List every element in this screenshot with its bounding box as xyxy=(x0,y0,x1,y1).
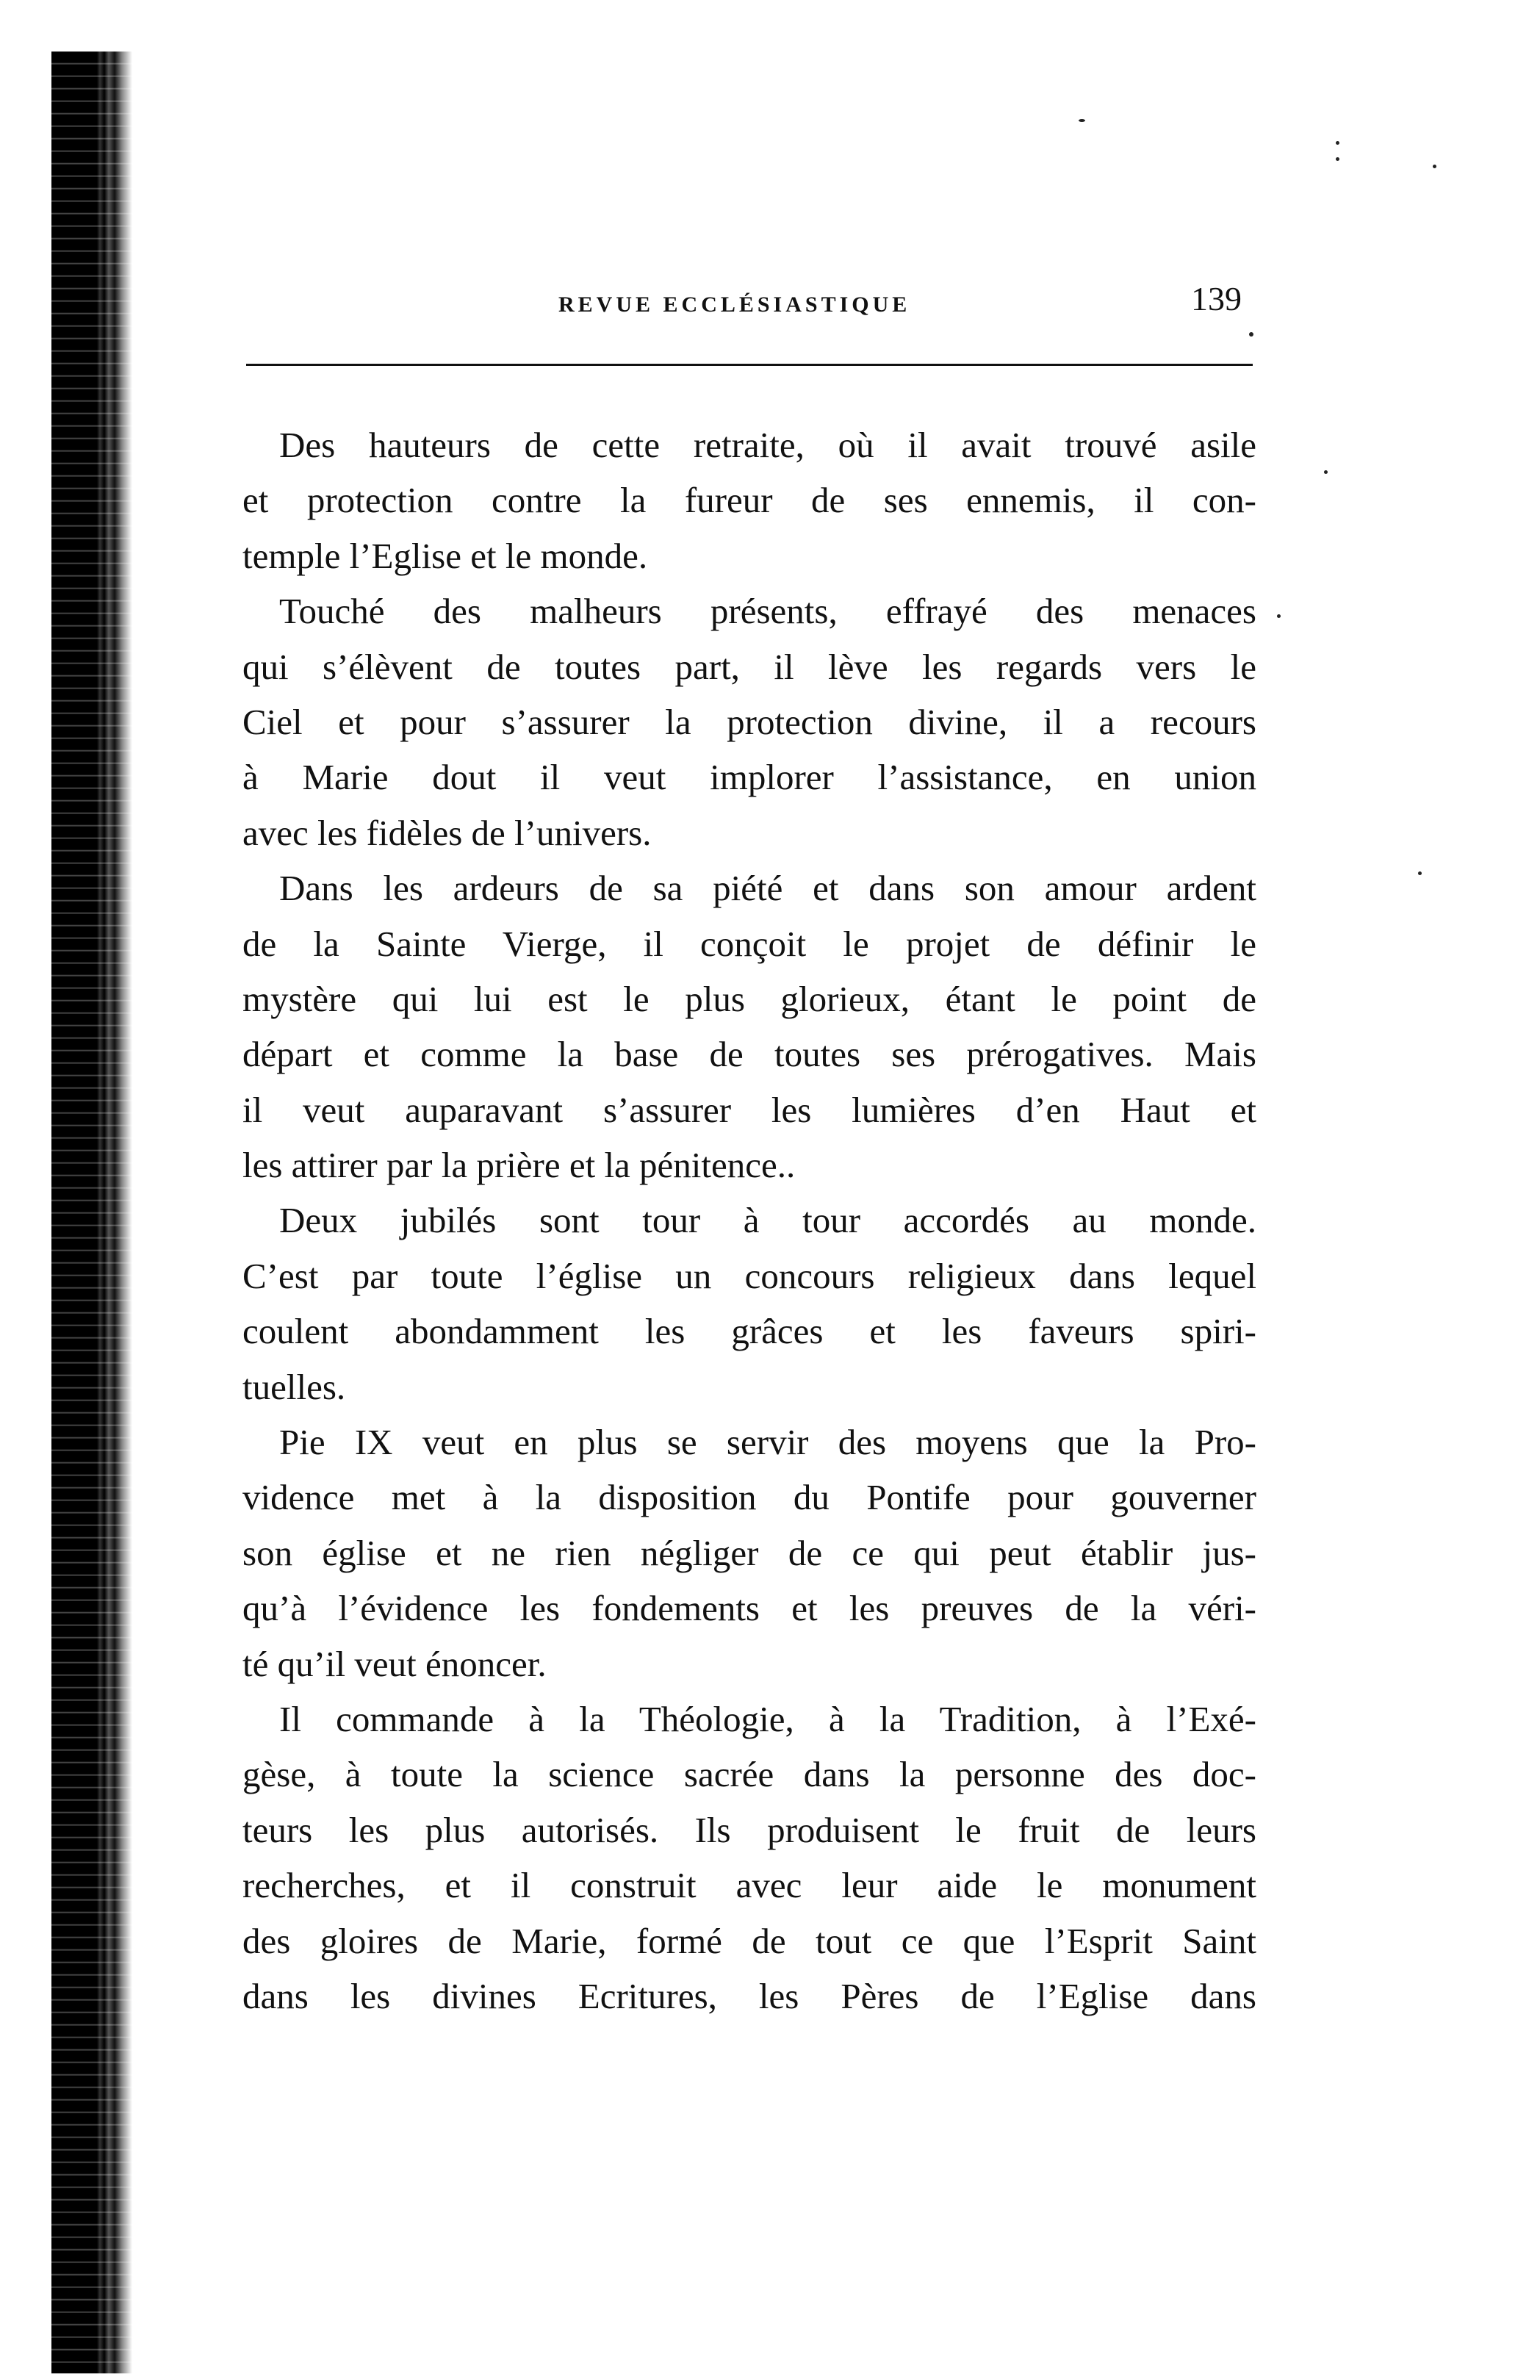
text-line: gèse, à toute la science sacrée dans la personne des doc- xyxy=(242,1754,1256,1795)
ink-speck xyxy=(1336,141,1339,145)
text-line: et protection contre la fureur de ses ennemis, il con- xyxy=(242,480,1256,521)
text-line: Pie IX veut en plus se servir des moyens que la Pro- xyxy=(279,1422,1256,1463)
text-line: les attirer par la prière et la pénitence.. xyxy=(242,1145,796,1186)
ink-speck xyxy=(1433,165,1436,168)
book-spine-shadow xyxy=(51,51,132,2373)
text-line: avec les fidèles de l’univers. xyxy=(242,812,652,853)
running-title: REVUE ECCLÉSIASTIQUE xyxy=(558,292,911,317)
text-line: à Marie dout il veut implorer l’assistance, en union xyxy=(242,757,1256,798)
page-number: 139 xyxy=(1191,280,1242,317)
text-line: Touché des malheurs présents, effrayé des menaces xyxy=(279,591,1256,632)
body-text xyxy=(242,417,1256,2024)
text-line: teurs les plus autorisés. Ils produisent le fruit de leurs xyxy=(242,1809,1256,1850)
text-line: tuelles. xyxy=(242,1366,346,1407)
ink-speck xyxy=(1418,871,1422,875)
text-line: C’est par toute l’église un concours religieux dans lequel xyxy=(242,1255,1256,1296)
text-line: son église et ne rien négliger de ce qui peut établir jus- xyxy=(242,1532,1256,1573)
text-line: qui s’élèvent de toutes part, il lève les regards vers le xyxy=(242,646,1256,687)
text-line: mystère qui lui est le plus glorieux, étant le point de xyxy=(242,978,1256,1019)
text-line: té qu’il veut énoncer. xyxy=(242,1643,547,1684)
ink-speck xyxy=(1336,157,1339,161)
text-line: qu’à l’évidence les fondements et les preuves de la véri- xyxy=(242,1588,1256,1629)
ink-speck xyxy=(1249,332,1253,337)
text-line: des gloires de Marie, formé de tout ce que l’Esprit Saint xyxy=(242,1920,1256,1961)
text-line: recherches, et il construit avec leur aide le monument xyxy=(242,1865,1256,1906)
ink-speck xyxy=(1079,119,1085,122)
text-line: Ciel et pour s’assurer la protection divine, il a recours xyxy=(242,701,1256,742)
header-rule xyxy=(246,364,1253,366)
text-line: Il commande à la Théologie, à la Tradition, à l’Exé- xyxy=(279,1698,1256,1739)
text-line: coulent abondamment les grâces et les faveurs spiri- xyxy=(242,1311,1256,1352)
text-line: Deux jubilés sont tour à tour accordés au monde. xyxy=(279,1200,1256,1241)
text-line: Dans les ardeurs de sa piété et dans son amour ardent xyxy=(279,868,1256,909)
text-line: Des hauteurs de cette retraite, où il avait trouvé asile xyxy=(279,425,1256,465)
text-line: départ et comme la base de toutes ses prérogatives. Mais xyxy=(242,1034,1256,1075)
text-line: vidence met à la disposition du Pontife pour gouverner xyxy=(242,1477,1256,1518)
text-line: de la Sainte Vierge, il conçoit le projet de définir le xyxy=(242,923,1256,964)
ink-speck xyxy=(1277,614,1281,618)
text-line: dans les divines Ecritures, les Pères de l’Eglise dans xyxy=(242,1975,1256,2016)
text-line: temple l’Eglise et le monde. xyxy=(242,535,648,576)
ink-speck xyxy=(1324,470,1328,474)
page-header xyxy=(242,279,1256,331)
text-line: il veut auparavant s’assurer les lumières d’en Haut et xyxy=(242,1089,1256,1130)
